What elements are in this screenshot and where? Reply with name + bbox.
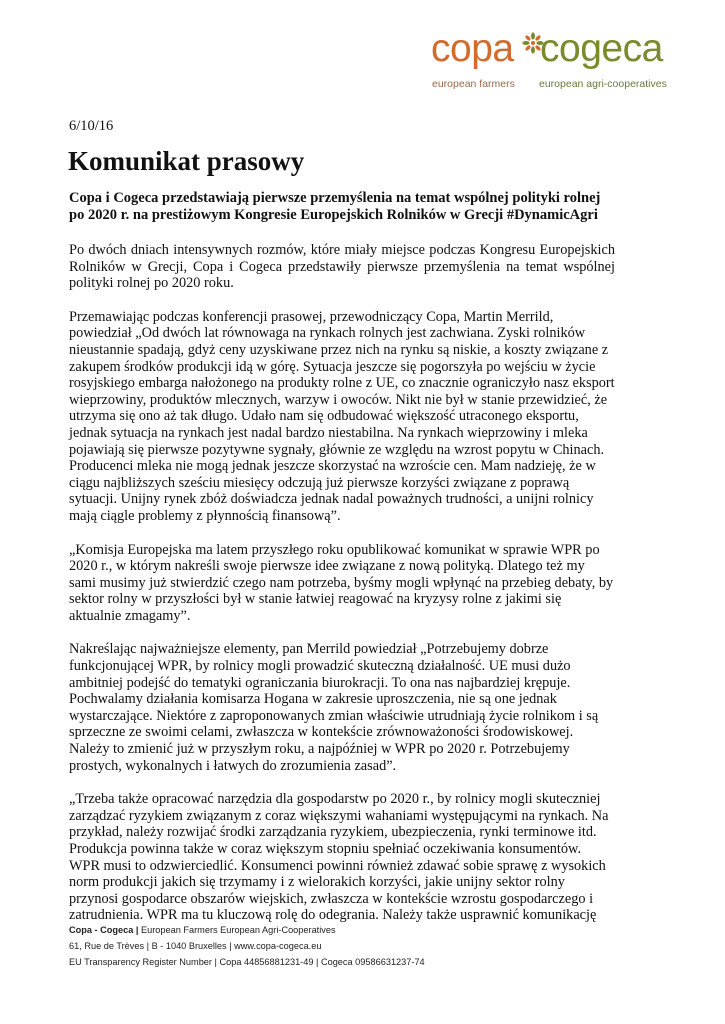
body-paragraph-1: Po dwóch dniach intensywnych rozmów, które miały miejsce podczas Kongresu Europejskich Rolników w Grecji, Copa i Cogeca przedstawiły pierwsze przemyślenia na temat wspólnej polityki rolnej po 2020 roku. xyxy=(69,242,615,292)
footer-address: 61, Rue de Trèves | B - 1040 Bruxelles | www.copa-cogeca.eu xyxy=(69,941,322,951)
footer-org-description: European Farmers European Agri-Cooperatives xyxy=(138,925,336,935)
footer-register-number: EU Transparency Register Number | Copa 44856881231-49 | Cogeca 09586631237-74 xyxy=(69,957,425,967)
page-title: Komunikat prasowy xyxy=(68,146,305,176)
footer-organization xyxy=(69,922,425,938)
copa-cogeca-logo xyxy=(431,26,667,98)
body-paragraph-3: „Komisja Europejska ma latem przyszłego roku opublikować komunikat w sprawie WPR po 2020 r., w którym nakreśli swoje pierwsze idee związane z nową polityką. Dlatego też my sami musimy już stwierdzić czego nam potrzeba, byśmy mogli wpłynąć na przebieg debaty, by sektor rolny w przyszłości był w stanie łatwiej reagować na kryzysy rolne z jakimi się aktualnie zmagamy”. xyxy=(69,541,614,624)
logo-subtitle-farmers: european farmers xyxy=(432,78,515,90)
body-paragraph-4: Nakreślając najważniejsze elementy, pan Merrild powiedział „Potrzebujemy dobrze funkcjonującej WPR, by rolnicy mogli prowadzić skuteczną działalność. UE musi dużo ambitniej podejść do tematyki ograniczania biurokracji. To ona nas najbardziej krępuje. Pochwalamy działania komisarza Hogana w zakresie uproszczenia, nie są one jednak wystarczające. Niektóre z zaproponowanych zmian właściwie utrudniają życie rolnikom i są sprzeczne ze swoimi celami, zwłaszcza w kontekście zrównoważoności środowiskowej. Należy to zmienić już w przyszłym roku, a najpóźniej w WPR po 2020 r. Potrzebujemy prostych, wykonalnych i łatwych do zrozumienia zasad”. xyxy=(69,641,599,774)
page-footer xyxy=(69,922,425,970)
logo-subtitle-cooperatives: european agri-cooperatives xyxy=(539,78,667,90)
release-date: 6/10/16 xyxy=(69,118,114,134)
logo-cogeca-text: cogeca xyxy=(540,27,663,70)
lead-paragraph: Copa i Cogeca przedstawiają pierwsze przemyślenia na temat wspólnej polityki rolnej po 2020 r. na prestiżowym Kongresie Europejskich Rolników w Grecji #DynamicAgri xyxy=(69,190,601,223)
body-paragraph-2: Przemawiając podczas konferencji prasowej, przewodniczący Copa, Martin Merrild, powiedział „Od dwóch lat równowaga na rynkach rolnych jest zachwiana. Zyski rolników nieustannie spadają, gdyż ceny uzyskiwane przez nich na rynku są niskie, a koszty związane z zakupem środków produkcji idą w górę. Sytuacja jeszcze się pogorszyła po wejściu w życie rosyjskiego embarga nałożonego na produkty rolne z UE, co znacznie ograniczyło nasz eksport wieprzowiny, produktów mlecznych, warzyw i owoców. Nikt nie był w stanie przewidzieć, że utrzyma się ono aż tak długo. Udało nam się odbudować większość utraconego eksportu, jednak sytuacja na rynkach jest nadal bardzo niestabilna. Na rynkach wieprzowiny i mleka pojawiają się pierwsze pozytywne sygnały, głównie ze względu na wzrost popytu w Chinach. Producenci mleka nie mogą jednak jeszcze skorzystać na wzroście cen. Mam nadzieję, że w ciągu najbliższych sześciu miesięcy odczują już pierwsze korzyści związane z poprawą sytuacji. Unijny rynek zbóż doświadcza jednak nadal poważnych trudności, a unijni rolnicy mają ciągle problemy z płynnością finansową”. xyxy=(69,308,615,524)
article-body xyxy=(69,190,615,941)
logo-copa-text: copa xyxy=(431,27,514,70)
body-paragraph-5: „Trzeba także opracować narzędzia dla gospodarstw po 2020 r., by rolnicy mogli skuteczniej zarządzać ryzykiem związanym z coraz większymi wahaniami występującymi na rynkach. Na przykład, należy rozwijać środki zarządzania ryzykiem, ubezpieczenia, rynki terminowe itd. Produkcja powinna także w coraz większym stopniu spełniać oczekiwania konsumentów. WPR musi to odzwierciedlić. Konsumenci powinni również zdawać sobie sprawę z wysokich norm produkcji jakich się trzymamy i z wielorakich korzyści, jakie unijny sektor rolny przynosi gospodarce obszarów wiejskich, zwłaszcza w kontekście wzrostu gospodarczego i zatrudnienia. WPR ma tu kluczową rolę do odegrania. Należy także usprawnić komunikację xyxy=(69,791,609,924)
footer-org-name: Copa - Cogeca | xyxy=(69,925,139,935)
